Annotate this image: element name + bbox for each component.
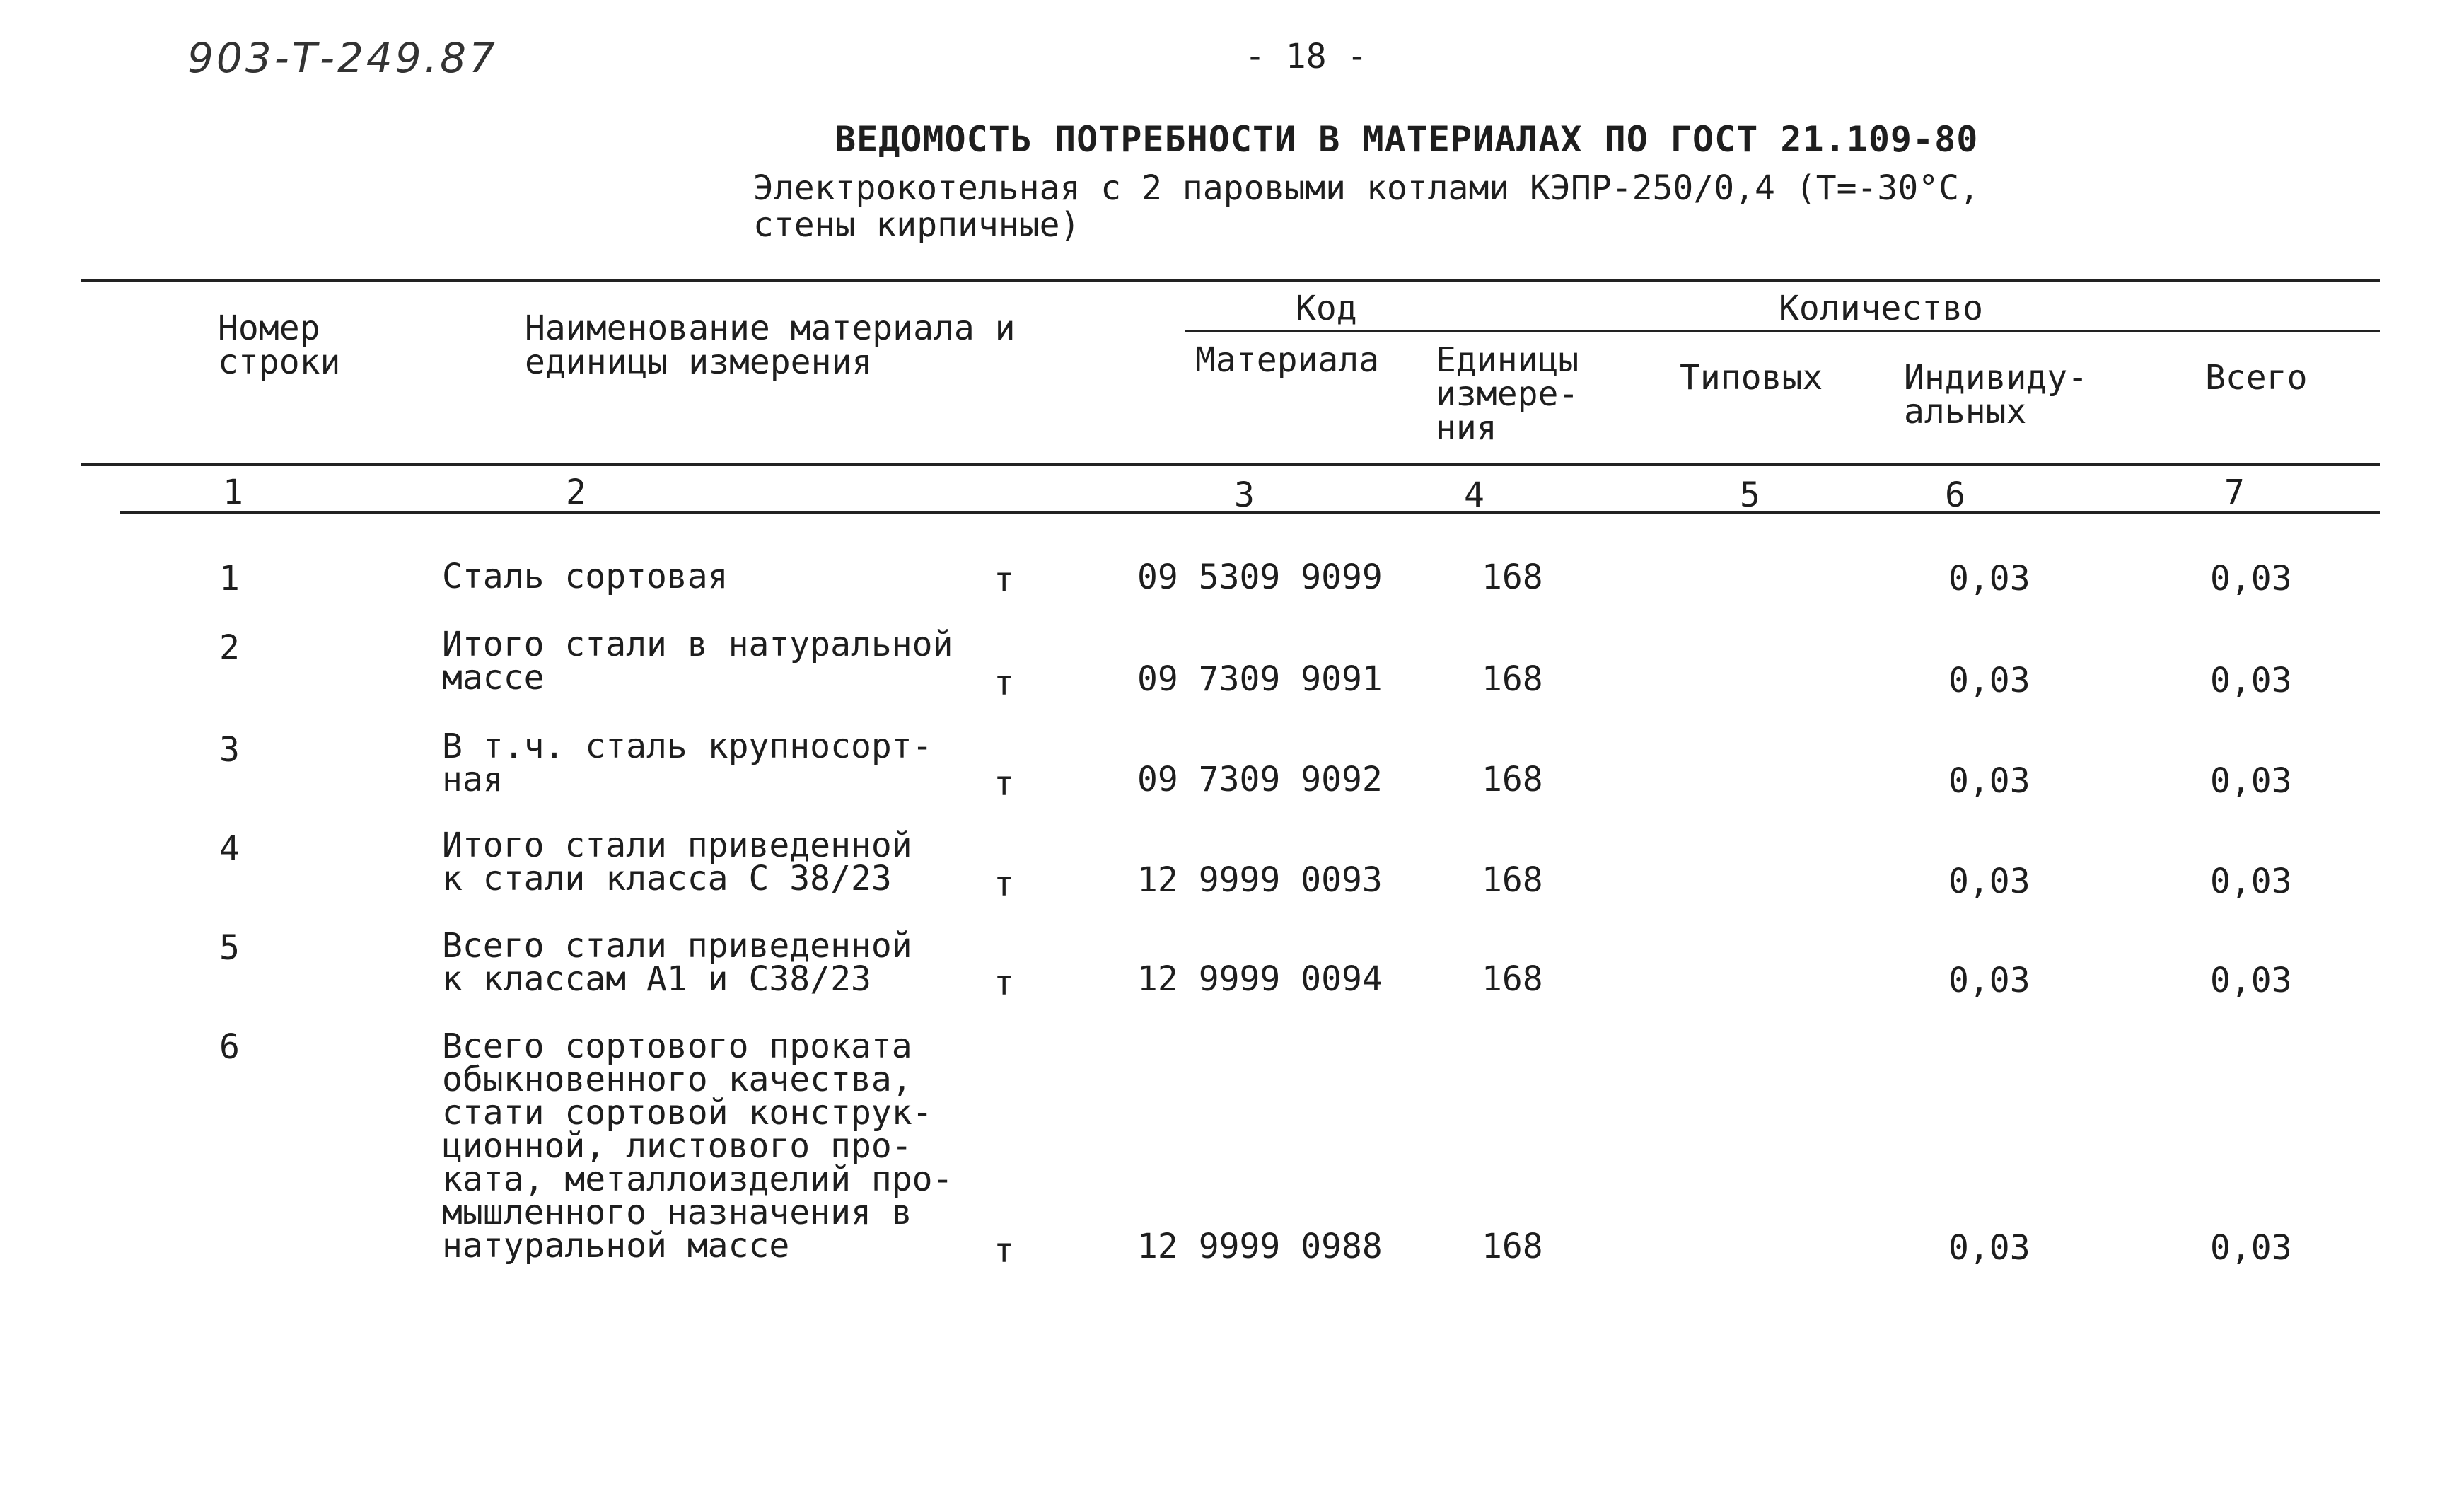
unit-code: 168 bbox=[1482, 659, 1543, 699]
unit-code: 168 bbox=[1482, 959, 1543, 999]
column-number: 1 bbox=[223, 473, 243, 512]
header-code-material: Материала bbox=[1195, 340, 1380, 380]
page-title: ВЕДОМОСТЬ ПОТРЕБНОСТИ В МАТЕРИАЛАХ ПО ГОСТ 21.109-80 bbox=[835, 119, 1979, 160]
column-number: 3 bbox=[1234, 475, 1255, 515]
page-subtitle bbox=[753, 170, 1980, 243]
header-code-unit: Единицы измере- ния bbox=[1436, 340, 1579, 448]
unit-code: 168 bbox=[1482, 760, 1543, 799]
material-code: 09 7309 9091 bbox=[1137, 659, 1383, 699]
table-top-rule bbox=[81, 279, 2380, 282]
subtitle-line-1: Электрокотельная с 2 паровыми котлами КЭПР-250/0,4 (Т=-30°С, bbox=[753, 168, 1980, 208]
material-name: В т.ч. сталь крупносорт- ная bbox=[442, 727, 933, 799]
material-code: 09 7309 9092 bbox=[1137, 760, 1383, 799]
header-material-name: Наименование материала и единицы измерения bbox=[525, 308, 1016, 382]
material-code: 09 5309 9099 bbox=[1137, 557, 1383, 597]
column-number: 2 bbox=[566, 473, 586, 512]
header-bottom-rule bbox=[81, 463, 2380, 466]
qty-total: 0,03 bbox=[2210, 661, 2292, 700]
row-number: 3 bbox=[219, 730, 240, 770]
qty-individual: 0,03 bbox=[1948, 761, 2030, 801]
qty-total: 0,03 bbox=[2210, 961, 2292, 1000]
row-number: 4 bbox=[219, 829, 240, 869]
column-number: 4 bbox=[1464, 475, 1484, 515]
material-name: Всего стали приведенной к классам А1 и С38/23 bbox=[442, 926, 912, 999]
qty-total: 0,03 bbox=[2210, 559, 2292, 598]
qty-total: 0,03 bbox=[2210, 761, 2292, 801]
header-row-number: Номер строки bbox=[218, 308, 341, 382]
unit: т bbox=[994, 1231, 1014, 1271]
column-number: 5 bbox=[1740, 475, 1760, 515]
unit-code: 168 bbox=[1482, 1227, 1543, 1266]
qty-individual: 0,03 bbox=[1948, 559, 2030, 598]
row-number: 1 bbox=[219, 559, 240, 598]
row-number: 5 bbox=[219, 928, 240, 968]
material-name: Всего сортового проката обыкновенного качества, стати сортовой конструк- ционной, листового про- ката, металлоизделий про- мышленного назначения в натуральной массе bbox=[442, 1026, 953, 1266]
page-number: - 18 - bbox=[1245, 37, 1368, 76]
header-qty-individual: Индивиду- альных bbox=[1904, 358, 2088, 432]
material-code: 12 9999 0094 bbox=[1137, 959, 1383, 999]
unit: т bbox=[994, 864, 1014, 904]
qty-individual: 0,03 bbox=[1948, 961, 2030, 1000]
material-name: Итого стали приведенной к стали класса С 38/23 bbox=[442, 826, 912, 898]
column-number: 7 bbox=[2224, 473, 2245, 512]
qty-individual: 0,03 bbox=[1948, 1228, 2030, 1268]
material-code: 12 9999 0093 bbox=[1137, 860, 1383, 900]
header-qty-total: Всего bbox=[2205, 358, 2308, 398]
header-code-group: Код bbox=[1296, 289, 1357, 328]
material-name: Сталь сортовая bbox=[442, 557, 728, 596]
unit: т bbox=[994, 560, 1014, 600]
qty-total: 0,03 bbox=[2210, 1228, 2292, 1268]
code-group-rule bbox=[1185, 330, 2380, 332]
material-name: Итого стали в натуральной массе bbox=[442, 625, 953, 698]
document-code: 903-Т-249.87 bbox=[187, 34, 498, 82]
unit-code: 168 bbox=[1482, 557, 1543, 597]
unit-code: 168 bbox=[1482, 860, 1543, 900]
row-number: 2 bbox=[219, 628, 240, 668]
unit: т bbox=[994, 764, 1014, 804]
row-number: 6 bbox=[219, 1027, 240, 1067]
column-number: 6 bbox=[1945, 475, 1965, 515]
subtitle-line-2: стены кирпичные) bbox=[753, 205, 1081, 245]
header-qty-typical: Типовых bbox=[1680, 358, 1823, 398]
unit: т bbox=[994, 664, 1014, 703]
qty-total: 0,03 bbox=[2210, 862, 2292, 901]
qty-individual: 0,03 bbox=[1948, 862, 2030, 901]
header-quantity-group: Количество bbox=[1779, 289, 1983, 328]
qty-individual: 0,03 bbox=[1948, 661, 2030, 700]
unit: т bbox=[994, 964, 1014, 1003]
material-code: 12 9999 0988 bbox=[1137, 1227, 1383, 1266]
